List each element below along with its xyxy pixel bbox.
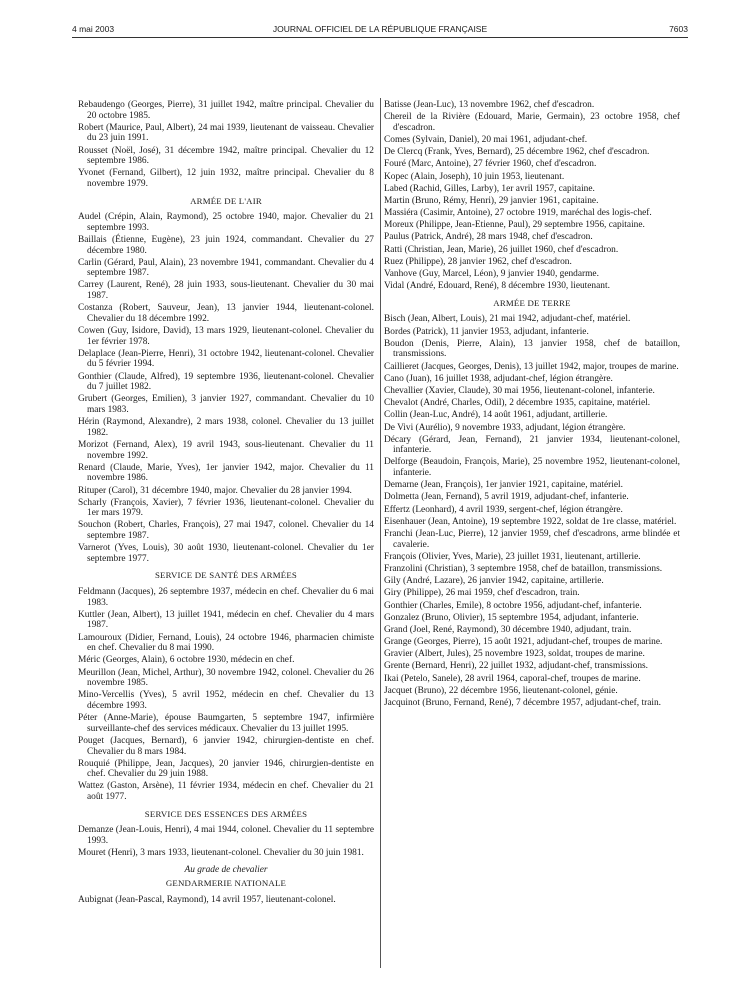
section-title-essences: SERVICE DES ESSENCES DES ARMÉES	[144, 808, 308, 819]
list-entry: Bisch (Jean, Albert, Louis), 21 mai 1942, adjudant-chef, matériel.	[384, 314, 631, 325]
list-entry: Jacquinot (Bruno, Fernand, René), 7 décembre 1957, adjudant-chef, train.	[384, 698, 661, 709]
list-entry: Kopec (Alain, Joseph), 10 juin 1953, lieutenant.	[384, 171, 565, 182]
section-title-gendarmerie: GENDARMERIE NATIONALE	[165, 878, 287, 889]
list-entry: Carlin (Gérard, Paul, Alain), 23 novembre 1941, commandant. Chevalier du 4 septembre 1987.	[78, 257, 374, 279]
list-entry: Labed (Rachid, Gilles, Larby), 1er avril 1957, capitaine.	[384, 183, 595, 194]
list-entry: Franchi (Jean-Luc, Pierre), 12 janvier 1959, chef d'escadrons, arme blindée et cavalerie.	[384, 529, 680, 550]
list-entry: Martin (Bruno, Rémy, Henri), 29 janvier 1961, capitaine.	[384, 195, 599, 206]
list-entry: Gonthier (Claude, Alfred), 19 septembre 1936, lieutenant-colonel. Chevalier du 7 juillet 1982.	[78, 371, 374, 393]
list-entry: Mouret (Henri), 3 mars 1933, lieutenant-colonel. Chevalier du 30 juin 1981.	[78, 848, 364, 859]
list-entry: Franzolini (Christian), 3 septembre 1958, chef de bataillon, transmissions.	[384, 563, 663, 574]
list-entry: Ruez (Philippe), 28 janvier 1962, chef d'escadron.	[384, 256, 572, 267]
list-entry: Varnerot (Yves, Louis), 30 août 1930, lieutenant-colonel. Chevalier du 1er septembre 1977.	[78, 543, 374, 564]
list-entry: Scharly (François, Xavier), 7 février 1936, lieutenant-colonel. Chevalier du 1er mars 1979.	[78, 497, 374, 519]
section-title-sante: SERVICE DE SANTÉ DES ARMÉES	[154, 570, 298, 581]
list-entry: Aubignat (Jean-Pascal, Raymond), 14 avril 1957, lieutenant-colonel.	[78, 894, 336, 905]
list-entry: Chereil de la Rivière (Edouard, Marie, Germain), 23 octobre 1958, chef d'escadron.	[384, 112, 680, 133]
list-entry: Rouquié (Philippe, Jean, Jacques), 20 janvier 1946, chirurgien-dentiste en chef. Chevalier du 29 juin 1988.	[78, 758, 374, 780]
list-entry: Péter (Anne-Marie), épouse Baumgarten, 5 septembre 1947, infirmière surveillante-chef des services médicaux. Chevalier du 13 juillet 1995.	[78, 713, 374, 734]
list-entry: Jacquet (Bruno), 22 décembre 1956, lieutenant-colonel, génie.	[384, 685, 618, 696]
list-entry: De Clercq (Frank, Yves, Bernard), 25 décembre 1962, chef d'escadron.	[384, 147, 650, 158]
column-divider	[380, 98, 381, 968]
list-entry: Kuttler (Jean, Albert), 13 juillet 1941, médecin en chef. Chevalier du 4 mars 1987.	[78, 609, 374, 631]
list-entry: Moreux (Philippe, Jean-Etienne, Paul), 29 septembre 1956, capitaine.	[384, 220, 645, 231]
list-entry: Lamouroux (Didier, Fernand, Louis), 24 octobre 1946, pharmacien chimiste en chef. Chevalier du 8 mai 1990.	[78, 632, 374, 654]
list-entry: Rebaudengo (Georges, Pierre), 31 juillet 1942, maître principal. Chevalier du 20 octobre 1985.	[78, 100, 374, 121]
armee-terre-list	[384, 314, 680, 708]
list-entry: Gonzalez (Bruno, Olivier), 15 septembre 1954, adjudant, infanterie.	[384, 612, 639, 623]
list-entry: Vanhove (Guy, Marcel, Léon), 9 janvier 1940, gendarme.	[384, 269, 599, 280]
page-header	[72, 24, 688, 38]
header-title: JOURNAL OFFICIEL DE LA RÉPUBLIQUE FRANÇAISE	[272, 24, 488, 34]
list-entry: Renard (Claude, Marie, Yves), 1er janvier 1942, major. Chevalier du 11 novembre 1986.	[78, 462, 374, 484]
left-column	[78, 100, 374, 907]
list-entry: Carrey (Laurent, René), 28 juin 1933, sous-lieutenant. Chevalier du 30 mai 1987.	[78, 280, 374, 302]
list-entry: Wattez (Gaston, Arsène), 11 février 1934, médecin en chef. Chevalier du 21 août 1977.	[78, 781, 374, 803]
list-entry: Gravier (Albert, Jules), 25 novembre 1923, soldat, troupes de marine.	[384, 649, 645, 660]
list-entry: Costanza (Robert, Sauveur, Jean), 13 janvier 1944, lieutenant-colonel. Chevalier du 18 décembre 1992.	[78, 303, 374, 324]
list-entry: Fouré (Marc, Antoine), 27 février 1960, chef d'escadron.	[384, 159, 597, 170]
list-entry: Décary (Gérard, Jean, Fernand), 21 janvier 1934, lieutenant-colonel, infanterie.	[384, 434, 680, 456]
list-entry: Souchon (Robert, Charles, François), 27 mai 1947, colonel. Chevalier du 14 septembre 1987.	[78, 520, 374, 542]
list-entry: Comes (Sylvain, Daniel), 20 mai 1961, adjudant-chef.	[384, 134, 588, 145]
armee-air-list	[78, 212, 374, 564]
list-entry: Ratti (Christian, Jean, Marie), 26 juillet 1960, chef d'escadron.	[384, 244, 619, 255]
list-entry: Dolmetta (Jean, Fernand), 5 avril 1919, adjudant-chef, infanterie.	[384, 492, 629, 503]
list-entry: Méric (Georges, Alain), 6 octobre 1930, médecin en chef.	[78, 655, 295, 666]
list-entry: Batisse (Jean-Luc), 13 novembre 1962, chef d'escadron.	[384, 100, 595, 110]
list-entry: Ikai (Petelo, Sanele), 28 avril 1964, caporal-chef, troupes de marine.	[384, 673, 641, 684]
list-entry: Demarne (Jean, François), 1er janvier 1921, capitaine, matériel.	[384, 480, 623, 491]
gendarmerie-list	[78, 895, 374, 906]
list-entry: Cano (Juan), 16 juillet 1938, adjudant-chef, légion étrangère.	[384, 373, 613, 384]
list-entry: Massiéra (Casimir, Antoine), 27 octobre 1919, maréchal des logis-chef.	[384, 208, 652, 219]
list-entry: Gily (André, Lazare), 26 janvier 1942, capitaine, artillerie.	[384, 576, 604, 587]
list-entry: Grand (Joel, René, Raymond), 30 décembre 1940, adjudant, train.	[384, 624, 632, 635]
section-title-armee-terre: ARMÉE DE TERRE	[493, 297, 571, 308]
list-entry: Bordes (Patrick), 11 janvier 1953, adjudant, infanterie.	[384, 326, 589, 337]
list-entry: Eisenhauer (Jean, Antoine), 19 septembre 1922, soldat de 1re classe, matériel.	[384, 516, 677, 527]
list-entry: Gonthier (Charles, Emile), 8 octobre 1956, adjudant-chef, infanterie.	[384, 600, 642, 611]
section-title-armee-air: ARMÉE DE L'AIR	[190, 195, 262, 206]
list-entry: Boudon (Denis, Pierre, Alain), 13 janvier 1958, chef de bataillon, transmissions.	[384, 338, 680, 360]
list-entry: Paulus (Patrick, André), 28 mars 1948, chef d'escadron.	[384, 232, 593, 243]
list-entry: Delaplace (Jean-Pierre, Henri), 31 octobre 1942, lieutenant-colonel. Chevalier du 5 février 1994.	[78, 348, 374, 370]
list-entry: Baillais (Étienne, Eugène), 23 juin 1924, commandant. Chevalier du 27 décembre 1980.	[78, 234, 374, 256]
list-entry: Mino-Vercellis (Yves), 5 avril 1952, médecin en chef. Chevalier du 13 décembre 1993.	[78, 690, 374, 711]
list-entry: Yvonet (Fernand, Gilbert), 12 juin 1932, maître principal. Chevalier du 8 novembre 1979.	[78, 168, 374, 189]
list-entry: François (Olivier, Yves, Marie), 23 juillet 1931, lieutenant, artillerie.	[384, 551, 641, 562]
list-entry: Audel (Crépin, Alain, Raymond), 25 octobre 1940, major. Chevalier du 21 septembre 1993.	[78, 212, 374, 233]
list-entry: Caillieret (Jacques, Georges, Denis), 13 juillet 1942, major, troupes de marine.	[384, 361, 679, 372]
grade-subtitle: Au grade de chevalier	[184, 864, 268, 875]
list-entry: Robert (Maurice, Paul, Albert), 24 mai 1939, lieutenant de vaisseau. Chevalier du 23 juin 1991.	[78, 122, 374, 144]
list-entry: De Vivi (Aurélio), 9 novembre 1933, adjudant, légion étrangère.	[384, 422, 626, 433]
header-page-number: 7603	[669, 24, 688, 34]
navy-list	[78, 100, 374, 190]
list-entry: Hérin (Raymond, Alexandre), 2 mars 1938, colonel. Chevalier du 13 juillet 1982.	[78, 417, 374, 438]
list-entry: Morizot (Fernand, Alex), 19 avril 1943, sous-lieutenant. Chevalier du 11 novembre 1992.	[78, 439, 374, 461]
header-date: 4 mai 2003	[72, 24, 115, 34]
header-rule	[72, 37, 688, 38]
list-entry: Chevallier (Xavier, Claude), 30 mai 1956, lieutenant-colonel, infanterie.	[384, 385, 655, 396]
gendarmerie-continued-list	[384, 100, 680, 292]
list-entry: Grubert (Georges, Emilien), 3 janvier 1927, commandant. Chevalier du 10 mars 1983.	[78, 394, 374, 415]
list-entry: Grente (Bernard, Henri), 22 juillet 1932, adjudant-chef, transmissions.	[384, 661, 648, 672]
right-column	[384, 100, 680, 710]
list-entry: Feldmann (Jacques), 26 septembre 1937, médecin en chef. Chevalier du 6 mai 1983.	[78, 587, 374, 608]
sante-list	[78, 587, 374, 803]
list-entry: Meurillon (Jean, Michel, Arthur), 30 novembre 1942, colonel. Chevalier du 26 novembre 1985.	[78, 667, 374, 689]
list-entry: Cowen (Guy, Isidore, David), 13 mars 1929, lieutenant-colonel. Chevalier du 1er février 1978.	[78, 326, 374, 347]
list-entry: Delforge (Beaudoin, François, Marie), 25 novembre 1952, lieutenant-colonel, infanterie.	[384, 457, 680, 479]
list-entry: Rituper (Carol), 31 décembre 1940, major. Chevalier du 28 janvier 1994.	[78, 485, 352, 496]
essences-list	[78, 825, 374, 858]
list-entry: Grange (Georges, Pierre), 15 août 1921, adjudant-chef, troupes de marine.	[384, 637, 663, 648]
list-entry: Giry (Philippe), 26 mai 1959, chef d'escadron, train.	[384, 588, 580, 599]
list-entry: Pouget (Jacques, Bernard), 6 janvier 1942, chirurgien-dentiste en chef. Chevalier du 8 mars 1984.	[78, 735, 374, 757]
list-entry: Vidal (André, Edouard, René), 8 décembre 1930, lieutenant.	[384, 281, 610, 292]
list-entry: Effertz (Leonhard), 4 avril 1939, sergent-chef, légion étrangère.	[384, 504, 623, 515]
list-entry: Demanze (Jean-Louis, Henri), 4 mai 1944, colonel. Chevalier du 11 septembre 1993.	[78, 825, 374, 846]
list-entry: Rousset (Noël, José), 31 décembre 1942, maître principal. Chevalier du 12 septembre 1986.	[78, 145, 374, 167]
list-entry: Chevalot (André, Charles, Odil), 2 décembre 1935, capitaine, matériel.	[384, 398, 651, 409]
list-entry: Collin (Jean-Luc, André), 14 août 1961, adjudant, artillerie.	[384, 410, 608, 421]
